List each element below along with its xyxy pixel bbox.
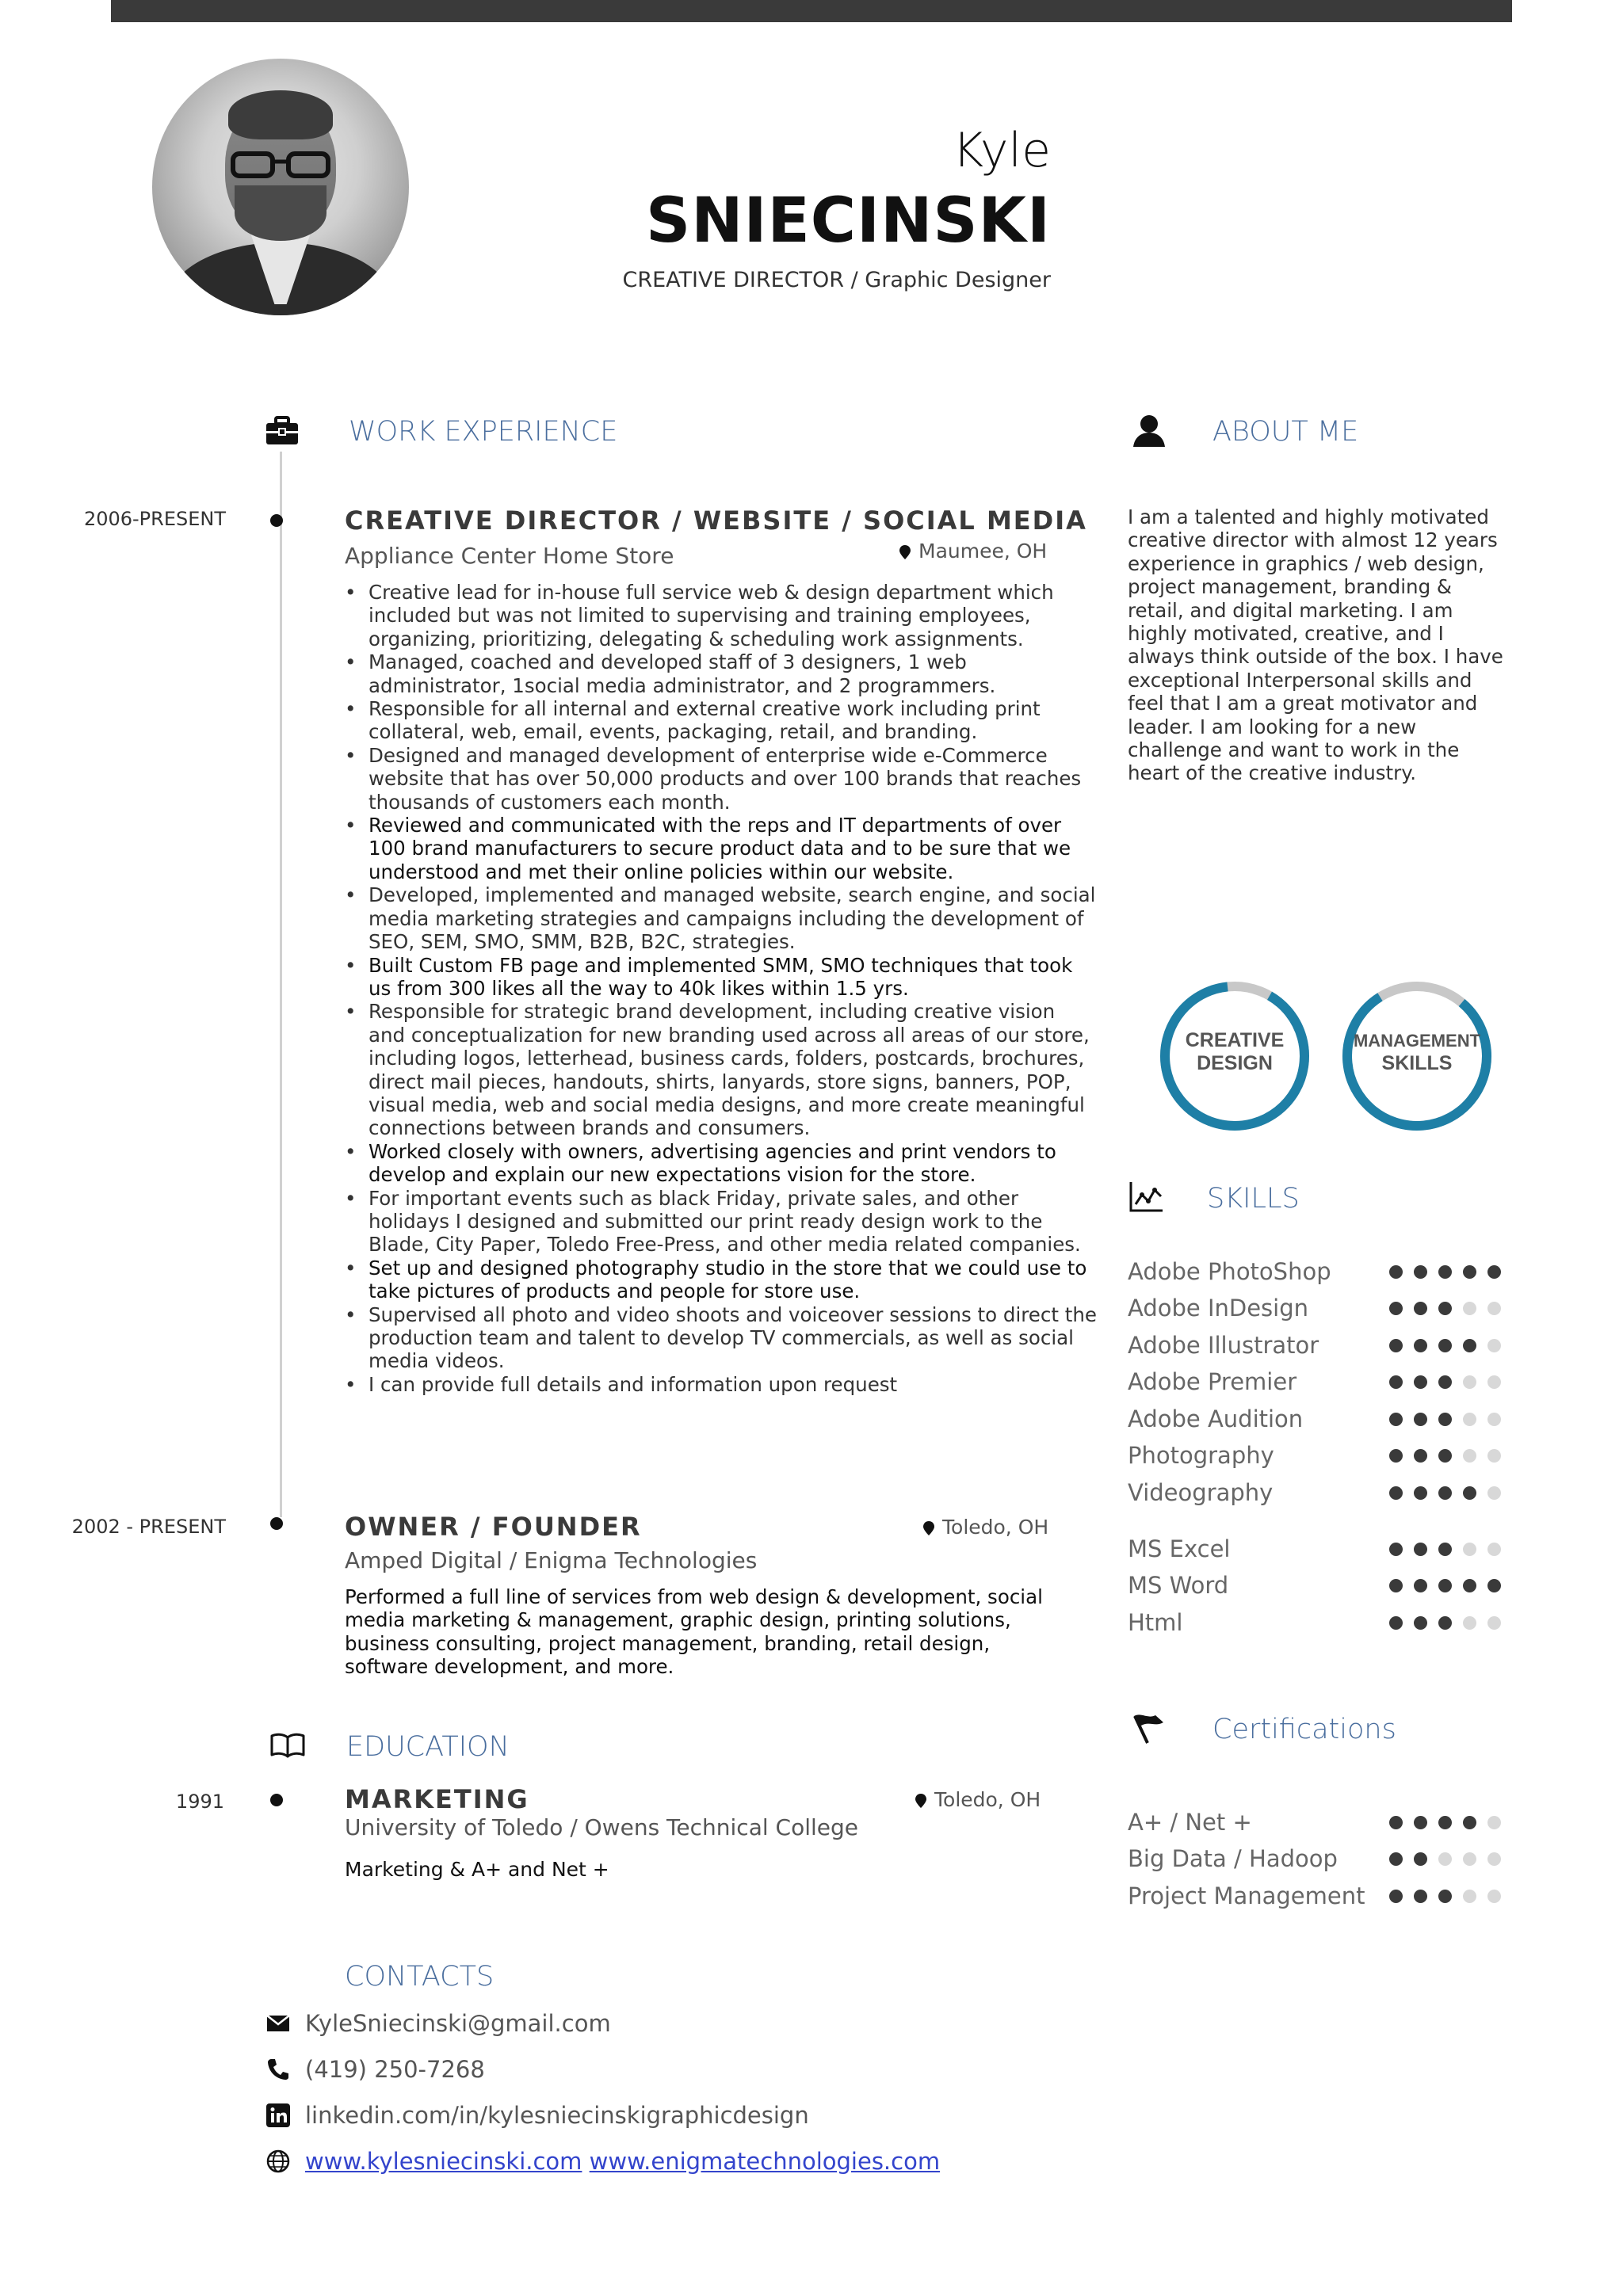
rating-dot [1414, 1449, 1427, 1463]
flag-icon [1132, 1713, 1167, 1748]
rating-dot [1438, 1816, 1452, 1829]
skill-rating [1389, 1579, 1501, 1592]
list-item: • For important events such as black Friday, private sales, and other holidays I designed and submitted our print ready design work to the Blade, City Paper, Toledo Free-Press, and other media related companies. [345, 1187, 1098, 1257]
rating-dot [1438, 1616, 1452, 1630]
rating-dot [1438, 1579, 1452, 1592]
skill-name: A+ / Net + [1128, 1808, 1252, 1836]
rating-dot [1463, 1486, 1476, 1500]
rating-dot [1487, 1852, 1501, 1866]
skill-rating [1389, 1449, 1501, 1463]
rating-dot [1389, 1265, 1403, 1279]
rating-dot [1414, 1890, 1427, 1903]
rating-dot [1463, 1265, 1476, 1279]
rating-dot [1438, 1339, 1452, 1352]
skill-rating [1389, 1302, 1501, 1315]
contact-websites [305, 2147, 941, 2175]
rating-dot [1463, 1579, 1476, 1592]
badge-creative-design [1155, 977, 1314, 1135]
skill-name: Html [1128, 1608, 1183, 1636]
rating-dot [1463, 1616, 1476, 1630]
skill-rating [1389, 1543, 1501, 1556]
rating-dot [1414, 1579, 1427, 1592]
rating-dot [1463, 1449, 1476, 1463]
skill-row [1128, 1841, 1508, 1878]
skill-name: MS Word [1128, 1572, 1229, 1600]
list-item: • Creative lead for in-house full service web & design department which included but was not limited to supervising and training employees, organizing, prioritizing, delegating & scheduling work assignments. [345, 581, 1098, 650]
rating-dot [1487, 1265, 1501, 1279]
badge-label: SKILLS [1381, 1052, 1453, 1074]
skill-name: Adobe Audition [1128, 1405, 1304, 1432]
skill-row [1128, 1364, 1508, 1402]
briefcase-icon [265, 416, 299, 449]
timeline-dot [270, 1794, 283, 1806]
rating-dot [1438, 1302, 1452, 1315]
education-detail: Marketing & A+ and Net + [345, 1858, 609, 1881]
skill-rating [1389, 1413, 1501, 1426]
location-text: Maumee, OH [918, 540, 1048, 563]
skills-list [1128, 1253, 1508, 1512]
rating-dot [1414, 1413, 1427, 1426]
rating-dot [1389, 1449, 1403, 1463]
company-name: Amped Digital / Enigma Technologies [345, 1547, 758, 1573]
skill-name: Adobe Premier [1128, 1368, 1297, 1396]
certifications-heading: Certifications [1212, 1714, 1396, 1745]
rating-dot [1463, 1413, 1476, 1426]
rating-dot [1389, 1616, 1403, 1630]
rating-dot [1389, 1375, 1403, 1389]
education-heading: EDUCATION [346, 1731, 510, 1763]
phone-icon [264, 2058, 292, 2081]
list-item: • Managed, coached and developed staff of 3 designers, 1 web administrator, 1social media administrator, and 2 programmers. [345, 650, 1098, 697]
skill-row [1128, 1474, 1508, 1512]
work-experience-heading: WORK EXPERIENCE [349, 416, 618, 448]
badge-label: MANAGEMENT [1353, 1031, 1481, 1051]
skill-row [1128, 1804, 1508, 1841]
badge-label: CREATIVE [1185, 1029, 1285, 1051]
website-link-1[interactable]: www.kylesniecinski.com [305, 2147, 582, 2175]
skill-rating [1389, 1265, 1501, 1279]
skill-name: Adobe PhotoShop [1128, 1257, 1331, 1285]
rating-dot [1487, 1375, 1501, 1389]
rating-dot [1389, 1816, 1403, 1829]
education-location [915, 1790, 1041, 1810]
skill-row [1128, 1568, 1508, 1605]
rating-dot [1438, 1486, 1452, 1500]
globe-icon [264, 2149, 292, 2173]
about-me-heading: ABOUT ME [1212, 416, 1359, 448]
list-item: • Built Custom FB page and implemented SMM, SMO techniques that took us from 300 likes all the way to 40k likes within 1.5 yrs. [345, 954, 1098, 1001]
rating-dot [1487, 1413, 1501, 1426]
skills-list-secondary [1128, 1531, 1508, 1642]
rating-dot [1414, 1302, 1427, 1315]
pin-icon [923, 1521, 934, 1535]
website-link-2[interactable]: www.enigmatechnologies.com [589, 2147, 941, 2175]
skill-name: Adobe InDesign [1128, 1295, 1309, 1322]
rating-dot [1463, 1375, 1476, 1389]
job-location [923, 1517, 1048, 1537]
skill-rating [1389, 1375, 1501, 1389]
rating-dot [1414, 1543, 1427, 1556]
skill-rating [1389, 1616, 1501, 1630]
list-item: • I can provide full details and information upon request [345, 1373, 1098, 1396]
pin-icon [899, 545, 911, 559]
rating-dot [1389, 1339, 1403, 1352]
skill-rating [1389, 1890, 1501, 1903]
list-item: • Supervised all photo and video shoots and voiceover sessions to direct the production team and talent to develop TV commercials, as well as social media videos. [345, 1303, 1098, 1373]
skill-row [1128, 1531, 1508, 1568]
skill-row [1128, 1604, 1508, 1642]
school-name: University of Toledo / Owens Technical College [345, 1814, 858, 1840]
list-item: • Responsible for all internal and external creative work including print collateral, web, email, events, packaging, retail, and branding. [345, 697, 1098, 744]
skills-heading: SKILLS [1207, 1183, 1300, 1215]
skill-rating [1389, 1486, 1501, 1500]
rating-dot [1438, 1890, 1452, 1903]
skill-row [1128, 1878, 1508, 1915]
job-title: OWNER / FOUNDER [345, 1512, 642, 1542]
rating-dot [1487, 1302, 1501, 1315]
rating-dot [1463, 1543, 1476, 1556]
rating-dot [1438, 1265, 1452, 1279]
list-item: • Set up and designed photography studio in the store that we could use to take pictures of products and people for store use. [345, 1257, 1098, 1303]
rating-dot [1414, 1616, 1427, 1630]
contact-email[interactable]: KyleSniecinski@gmail.com [305, 2009, 611, 2037]
rating-dot [1389, 1852, 1403, 1866]
skill-name: MS Excel [1128, 1535, 1231, 1562]
job-title: CREATIVE DIRECTOR / WEBSITE / SOCIAL MEDIA [345, 505, 1087, 536]
contact-linkedin-row [264, 2092, 977, 2138]
rating-dot [1463, 1339, 1476, 1352]
avatar [152, 59, 409, 315]
skill-name: Photography [1128, 1442, 1274, 1470]
rating-dot [1389, 1413, 1403, 1426]
top-bar [111, 0, 1512, 22]
rating-dot [1487, 1449, 1501, 1463]
rating-dot [1438, 1543, 1452, 1556]
company-name: Appliance Center Home Store [345, 543, 674, 569]
rating-dot [1487, 1339, 1501, 1352]
last-name: SNIECINSKI [646, 185, 1051, 257]
contact-phone-row [264, 2046, 977, 2092]
rating-dot [1487, 1816, 1501, 1829]
skill-name: Big Data / Hadoop [1128, 1845, 1338, 1873]
contact-phone[interactable]: (419) 250-7268 [305, 2055, 485, 2083]
list-item: • Developed, implemented and managed website, search engine, and social media marketing strategies and campaigns including the development of SEO, SEM, SMO, SMM, B2B, B2C, strategies. [345, 883, 1098, 953]
contacts-heading: CONTACTS [345, 1961, 495, 1993]
skill-row [1128, 1253, 1508, 1291]
about-text: I am a talented and highly motivated creative director with almost 12 years experience in graphics / web design, project management, branding & retail, and digital marketing. I am highly motivated, creative, and I always think outside of the box. I have exceptional Interpersonal skills and feel that I am a great motivator and leader. I am looking for a new challenge and want to work in the heart of the creative industry. [1128, 505, 1503, 785]
rating-dot [1389, 1486, 1403, 1500]
job-bullets [345, 581, 1098, 1396]
rating-dot [1463, 1852, 1476, 1866]
rating-dot [1463, 1890, 1476, 1903]
list-item: • Responsible for strategic brand development, including creative vision and conceptualization for new branding used across all areas of our store, including logos, letterhead, business cards, folders, postcards, brochures, direct mail pieces, handouts, shirts, lanyards, store signs, banners, POP, visual media, web and social media designs, and more create meaningful connections between brands and consumers. [345, 1000, 1098, 1139]
rating-dot [1414, 1816, 1427, 1829]
location-text: Toledo, OH [942, 1516, 1049, 1539]
first-name: Kyle [952, 123, 1051, 178]
skill-row [1128, 1401, 1508, 1438]
rating-dot [1463, 1816, 1476, 1829]
pin-icon [915, 1794, 926, 1808]
contact-linkedin[interactable]: linkedin.com/in/kylesniecinskigraphicdesign [305, 2101, 809, 2129]
list-item: • Reviewed and communicated with the reps and IT departments of over 100 brand manufacturers to secure product data and to be sure that we understood and met their online policies within our website. [345, 814, 1098, 883]
education-date: 1991 [175, 1791, 224, 1813]
rating-dot [1438, 1375, 1452, 1389]
job-location [899, 541, 1047, 561]
skill-name: Adobe Illustrator [1128, 1331, 1319, 1359]
skill-rating [1389, 1852, 1501, 1866]
job-description: Performed a full line of services from web design & development, social media marketing & management, graphic design, printing solutions, business consulting, project management, branding, retail design, software development, and more. [345, 1585, 1043, 1679]
rating-dot [1414, 1852, 1427, 1866]
envelope-icon [264, 2015, 292, 2032]
timeline-line [280, 452, 282, 1517]
linkedin-icon [264, 2103, 292, 2127]
rating-dot [1414, 1486, 1427, 1500]
job-date: 2006-PRESENT [83, 508, 226, 530]
skill-rating [1389, 1339, 1501, 1352]
rating-dot [1487, 1890, 1501, 1903]
contact-web-row [264, 2138, 977, 2184]
skill-row [1128, 1438, 1508, 1475]
skill-rating [1389, 1816, 1501, 1829]
certifications-list [1128, 1804, 1508, 1915]
person-icon [1132, 414, 1167, 450]
chart-icon [1129, 1180, 1164, 1215]
job-date: 2002 - PRESENT [71, 1516, 226, 1538]
badge-management-skills [1338, 977, 1496, 1135]
location-text: Toledo, OH [934, 1788, 1041, 1811]
contacts-list [264, 2000, 977, 2184]
rating-dot [1487, 1616, 1501, 1630]
badge-label: DESIGN [1197, 1052, 1273, 1074]
rating-dot [1414, 1375, 1427, 1389]
skill-name: Videography [1128, 1478, 1274, 1506]
book-icon [269, 1733, 306, 1761]
contact-email-row [264, 2000, 977, 2046]
rating-dot [1414, 1265, 1427, 1279]
rating-dot [1438, 1449, 1452, 1463]
skill-row [1128, 1327, 1508, 1364]
skill-name: Project Management [1128, 1882, 1365, 1909]
rating-dot [1389, 1890, 1403, 1903]
list-item: • Worked closely with owners, advertising agencies and print vendors to develop and explain our new expectations vision for the store. [345, 1140, 1098, 1187]
rating-dot [1487, 1579, 1501, 1592]
rating-dot [1463, 1302, 1476, 1315]
rating-dot [1487, 1486, 1501, 1500]
rating-dot [1438, 1852, 1452, 1866]
list-item: • Designed and managed development of enterprise wide e-Commerce website that has over 50,000 products and over 100 brands that reaches thousands of customers each month. [345, 744, 1098, 814]
rating-dot [1389, 1579, 1403, 1592]
timeline-dot [270, 514, 283, 527]
rating-dot [1389, 1543, 1403, 1556]
rating-dot [1414, 1339, 1427, 1352]
job-title-header: CREATIVE DIRECTOR / Graphic Designer [622, 268, 1051, 292]
rating-dot [1487, 1543, 1501, 1556]
rating-dot [1438, 1413, 1452, 1426]
timeline-dot [270, 1517, 283, 1530]
skill-row [1128, 1291, 1508, 1328]
rating-dot [1389, 1302, 1403, 1315]
education-title: MARKETING [345, 1784, 529, 1814]
